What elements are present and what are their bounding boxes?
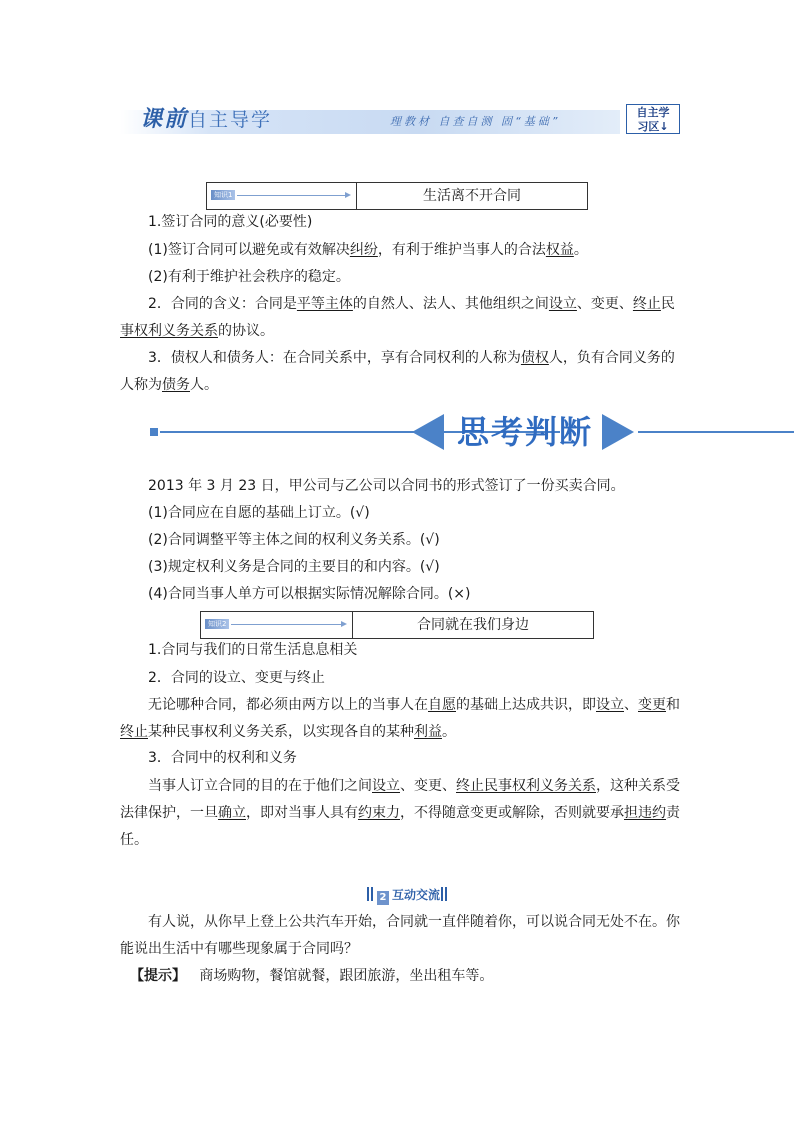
knowledge-2-line: 1.合同与我们的日常生活息息相关	[148, 642, 358, 658]
knowledge-2-line: 当事人订立合同的目的在于他们之间设立、变更、终止民事权利义务关系，这种关系受	[148, 778, 680, 794]
underlined-term: 利益	[414, 724, 442, 740]
underlined-term: 变更	[638, 697, 666, 713]
knowledge-2-line: 法律保护，一旦确立，即对当事人具有约束力，不得随意变更或解除，否则就要承担违约责	[120, 805, 680, 821]
knowledge-point-1-header	[206, 182, 588, 210]
self-study-zone-badge: 自主学 习区↓	[626, 104, 680, 134]
knowledge-1-line: 人称为债务人。	[120, 377, 218, 393]
knowledge-1-line: 事权利义务关系的协议。	[120, 323, 274, 339]
knowledge-point-2-header	[200, 611, 594, 639]
arrow-icon	[237, 195, 349, 196]
think-judge-banner	[150, 412, 794, 452]
think-judge-line: (4)合同当事人单方可以根据实际情况解除合同。(×)	[148, 586, 471, 602]
underlined-term: 纠纷	[349, 242, 378, 258]
knowledge-1-line: 3．债权人和债务人：在合同关系中，享有合同权利的人称为债权人，负有合同义务的	[148, 350, 675, 366]
knowledge-point-title: 生活离不开合同	[423, 188, 521, 204]
underlined-term: 终止	[632, 296, 661, 312]
banner-slogan: 理教材 自查自测 固“基础”	[390, 115, 561, 128]
knowledge-tag: 知识1	[211, 190, 235, 200]
knowledge-2-line: 无论哪种合同，都必须由两方以上的当事人在自愿的基础上达成共识，即设立、变更和	[148, 697, 680, 713]
underlined-term: 债权	[520, 350, 549, 366]
underlined-term: 设立	[548, 296, 577, 312]
exchange-question-line-1: 有人说，从你早上登上公共汽车开始，合同就一直伴随着你，可以说合同无处不在。你	[148, 914, 680, 930]
underlined-term: 约束力	[358, 805, 400, 821]
hint-label: 【提示】	[130, 968, 186, 984]
knowledge-1-line: (2)有利于维护社会秩序的稳定。	[148, 269, 350, 285]
knowledge-1-line: (1)签订合同可以避免或有效解决纠纷，有利于维护当事人的合法权益。	[148, 242, 588, 258]
knowledge-2-line: 3．合同中的权利和义务	[148, 750, 297, 766]
right-triangle-icon	[602, 414, 634, 450]
underlined-term: 权益	[545, 242, 574, 258]
hint-text: 商场购物，餐馆就餐，跟团旅游，坐出租车等。	[199, 968, 494, 984]
knowledge-point-title: 合同就在我们身边	[417, 617, 529, 633]
knowledge-1-line: 1.签订合同的意义(必要性)	[148, 214, 313, 230]
underlined-term: 自愿	[428, 697, 456, 713]
exchange-number-badge: 2	[377, 891, 389, 905]
underlined-term: 事权利义务关系	[120, 323, 218, 339]
think-judge-line: (3)规定权利义务是合同的主要目的和内容。(√)	[148, 559, 440, 575]
knowledge-1-line: 2．合同的含义：合同是平等主体的自然人、法人、其他组织之间设立、变更、终止民	[148, 296, 675, 312]
hint-line	[130, 966, 493, 986]
underlined-term: 确立	[218, 805, 246, 821]
exchange-question-line-2: 能说出生活中有哪些现象属于合同吗？	[120, 941, 358, 957]
underlined-term: 债务	[162, 377, 190, 393]
underlined-term: 设立	[372, 778, 400, 794]
exchange-title: 互动交流	[392, 888, 441, 902]
underlined-term: 终止民事权利义务关系	[456, 778, 596, 794]
think-judge-line: (1)合同应在自愿的基础上订立。(√)	[148, 505, 370, 521]
square-icon	[150, 428, 158, 436]
think-judge-line: 2013 年 3 月 23 日，甲公司与乙公司以合同书的形式签订了一份买卖合同。	[148, 478, 625, 494]
think-judge-line: (2)合同调整平等主体之间的权利义务关系。(√)	[148, 532, 440, 548]
think-judge-title: 思考判断	[456, 413, 593, 451]
banner-title: 课前自主导学	[140, 106, 273, 132]
underlined-term: 终止	[120, 724, 148, 740]
arrow-icon	[231, 624, 345, 625]
underlined-term: 设立	[596, 697, 624, 713]
section-banner	[120, 104, 680, 134]
knowledge-2-line: 任。	[120, 832, 148, 848]
knowledge-tag: 知识2	[205, 619, 229, 629]
left-triangle-icon	[412, 414, 444, 450]
knowledge-2-line: 2．合同的设立、变更与终止	[148, 670, 325, 686]
knowledge-2-line: 终止某种民事权利义务关系，以实现各自的某种利益。	[120, 724, 456, 740]
underlined-term: 平等主体	[296, 296, 353, 312]
interactive-exchange-heading	[366, 886, 448, 904]
underlined-term: 担违约	[624, 805, 666, 821]
